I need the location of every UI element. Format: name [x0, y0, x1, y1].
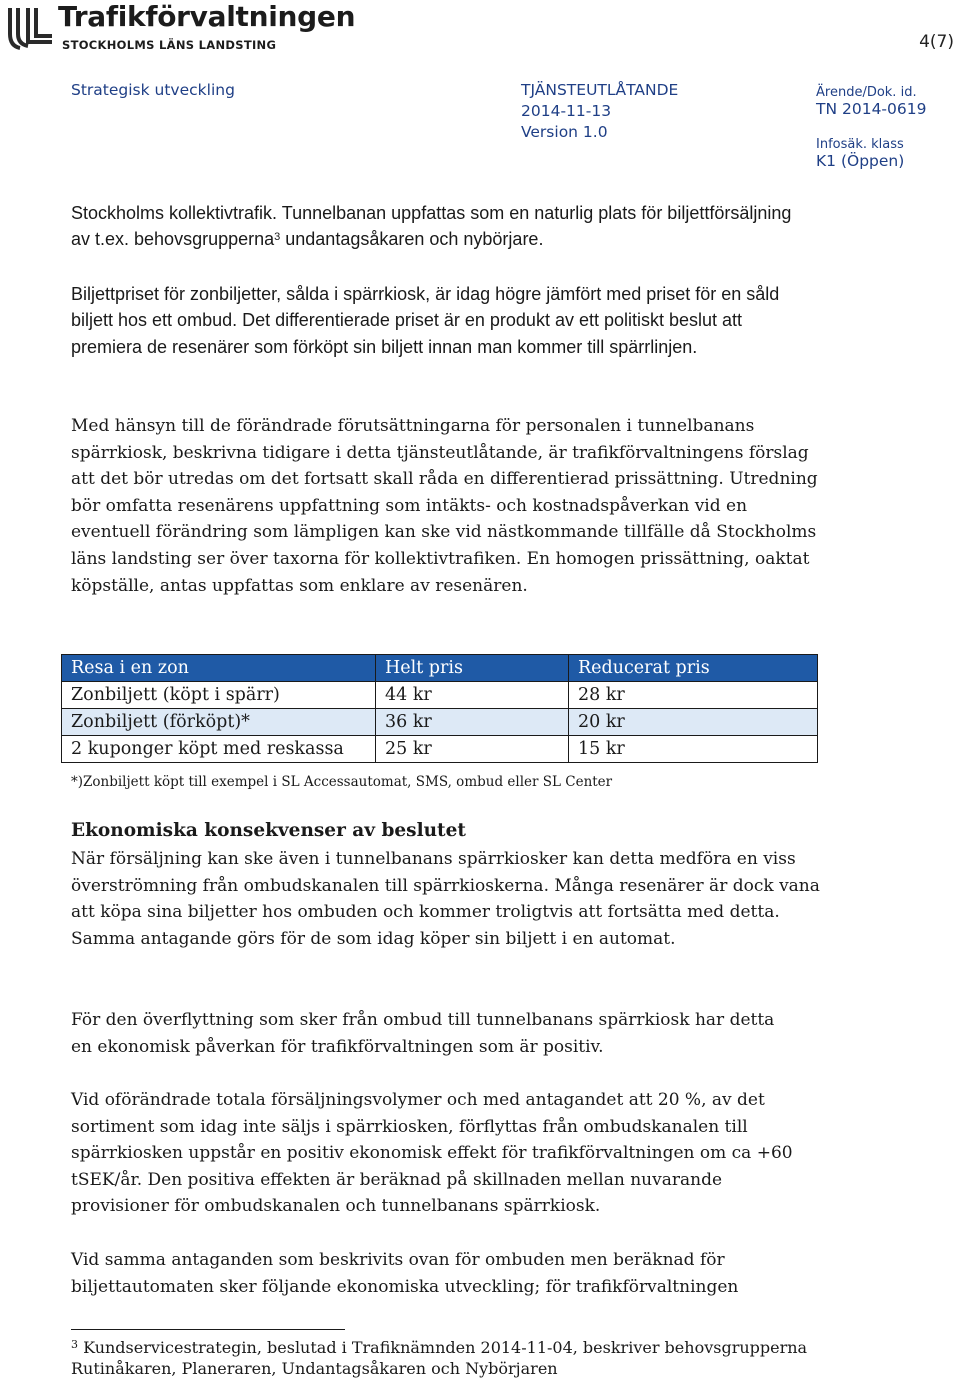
econ-paragraph-3: Vid oförändrade totala försäljningsvolymer och med antagandet att 20 %, av det sortiment som idag inte säljs i spärrkiosken, förflyttas från ombudskanalen till spärrkiosken uppstår en positiv ekonomisk effekt för trafikförvaltningen om ca +60 tSEK/år. Den positiva effekten är beräknad på skillnaden mellan nuvarande provisioner för ombudskanalen och tunnelbanans spärrkiosk. — [71, 1090, 793, 1217]
case-label: Ärende/Dok. id. — [816, 85, 917, 100]
table-row — [62, 709, 818, 736]
table-header-cell: Reducerat pris — [569, 655, 818, 682]
section-heading: Ekonomiska konsekvenser av beslutet — [71, 820, 466, 841]
case-id: TN 2014-0619 — [816, 100, 927, 118]
econ-paragraph-1: När försäljning kan ske även i tunnelbanans spärrkiosker kan detta medföra en viss överströmning från ombudskanalen till spärrkioskerna. Många resenärer är dock vana att köpa sina biljetter hos ombuden och kommer troligtvis att fortsätta med detta. Samma antagande görs för de som idag köper sin biljett i en automat. — [71, 849, 820, 949]
footnote-ref: 3 — [274, 231, 281, 244]
table-cell: Zonbiljett (köpt i spärr) — [62, 682, 376, 709]
paragraph-1: Stockholms kollektivtrafik. Tunnelbanan uppfattas som en naturlig plats för biljettförsäljning av t.ex. behovsgrupperna$^3$ undantagsåkaren och nybörjare. — [71, 203, 792, 250]
table-cell: 44 kr — [376, 682, 569, 709]
econ-paragraph-2: För den överflyttning som sker från ombud till tunnelbanans spärrkiosk har detta en ekonomisk påverkan för trafikförvaltningen som är positiv. — [71, 1010, 775, 1057]
table-cell: 25 kr — [376, 736, 569, 763]
class-label: Infosäk. klass — [816, 137, 904, 152]
table-header-row — [62, 655, 818, 682]
class-value: K1 (Öppen) — [816, 152, 905, 170]
table-cell: 2 kuponger köpt med reskassa — [62, 736, 376, 763]
sll-logo — [6, 4, 56, 56]
footnote-text: Kundservicestrategin, beslutad i Trafiknämnden 2014-11-04, beskriver behovsgrupperna Rutinåkaren, Planeraren, Undantagsåkaren och Nybörjaren — [71, 1338, 808, 1378]
table-row — [62, 736, 818, 763]
table-header-cell: Resa i en zon — [62, 655, 376, 682]
price-table — [61, 654, 818, 763]
econ-paragraph-4: Vid samma antaganden som beskrivits ovan för ombuden men beräknad för biljettautomaten sker följande ekonomiska utveckling; för trafikförvaltningen — [71, 1250, 739, 1297]
footnote — [71, 1337, 891, 1379]
org-name: Trafikförvaltningen — [58, 0, 356, 33]
table-cell: 15 kr — [569, 736, 818, 763]
table-header-cell: Helt pris — [376, 655, 569, 682]
org-subtitle: STOCKHOLMS LÄNS LANDSTING — [62, 38, 277, 52]
logo-mark-icon — [6, 4, 56, 52]
doc-type: TJÄNSTEUTLÅTANDE — [521, 81, 679, 99]
table-cell: 36 kr — [376, 709, 569, 736]
table-cell: Zonbiljett (förköpt)* — [62, 709, 376, 736]
paragraph-3: Med hänsyn till de förändrade förutsättningarna för personalen i tunnelbanans spärrkiosk, beskrivna tidigare i detta tjänsteutlåtande, är trafikförvaltningens förslag att det bör utredas om det fortsatt skall råda en differentierad prissättning. Utredning bör omfatta resenärens uppfattning som intäkts- och kostnadspåverkan vid en eventuell förändring som lämpligen kan ske vid nästkommande tillfälle då Stockholms läns landsting ser över taxorna för kollektivtrafiken. En homogen prissättning, oaktat köpställe, antas uppfattas som enklare av resenären. — [71, 416, 818, 596]
page-number: 4(7) — [919, 32, 954, 52]
paragraph-2: Biljettpriset för zonbiljetter, sålda i spärrkiosk, är idag högre jämfört med priset för en såld biljett hos ett ombud. Det differentierade priset är en produkt av ett politiskt beslut att premiera de resenärer som förköpt sin biljett innan man kommer till spärrlinjen. — [71, 284, 780, 357]
doc-version: Version 1.0 — [521, 123, 608, 141]
department: Strategisk utveckling — [71, 81, 235, 99]
table-row — [62, 682, 818, 709]
footnote-divider — [71, 1329, 345, 1330]
table-note: *)Zonbiljett köpt till exempel i SL Accessautomat, SMS, ombud eller SL Center — [71, 774, 613, 790]
table-cell: 20 kr — [569, 709, 818, 736]
table-cell: 28 kr — [569, 682, 818, 709]
doc-date: 2014-11-13 — [521, 102, 612, 120]
footnote-number: 3 — [71, 1338, 78, 1351]
